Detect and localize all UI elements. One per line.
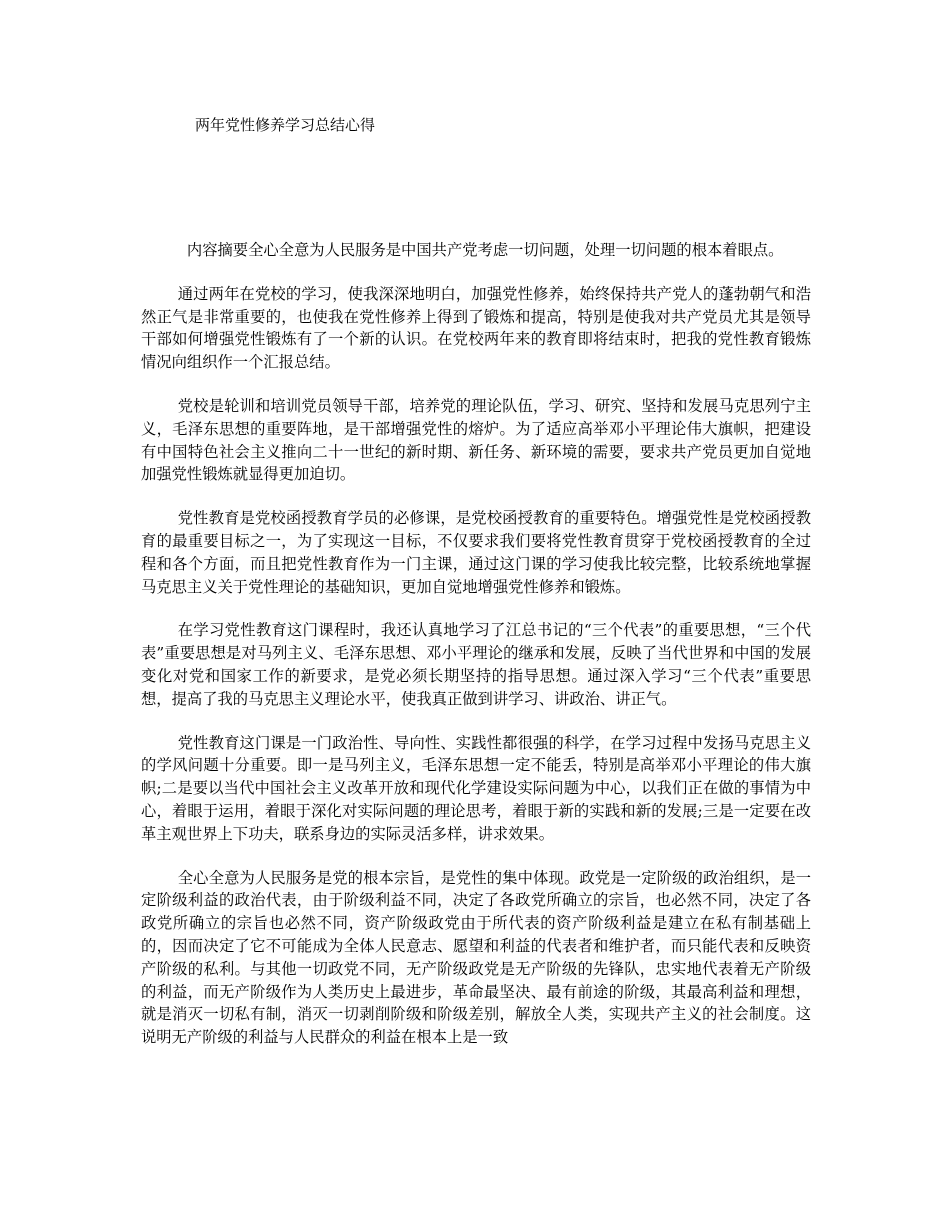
body-paragraph: 通过两年在党校的学习，使我深深地明白，加强党性修养，始终保持共产党人的蓬勃朝气和浩然正气是非常重要的，也使我在党性修养上得到了锻炼和提高，特别是使我对共产党员尤其是领导干部如何增强党性锻炼有了一个新的认识。在党校两年来的教育即将结束时，把我的党性教育锻炼情况向组织作一个汇报总结。 bbox=[141, 284, 811, 372]
body-paragraph: 在学习党性教育这门课程时，我还认真地学习了江总书记的“三个代表”的重要思想，“三个代表”重要思想是对马列主义、毛泽东思想、邓小平理论的继承和发展，反映了当代世界和中国的发展变化对党和国家工作的新要求，是党必须长期坚持的指导思想。通过深入学习“三个代表”重要思想，提高了我的马克思主义理论水平，使我真正做到讲学习、讲政治、讲正气。 bbox=[141, 621, 811, 708]
abstract-paragraph: 内容摘要全心全意为人民服务是中国共产党考虑一切问题，处理一切问题的根本着眼点。 bbox=[186, 241, 784, 259]
document-body bbox=[141, 239, 811, 1070]
body-paragraph: 党性教育是党校函授教育学员的必修课，是党校函授教育的重要特色。增强党性是党校函授教育的最重要目标之一，为了实现这一目标，不仅要求我们要将党性教育贯穿于党校函授教育的全过程和各个方面，而且把党性教育作为一门主课，通过这门课的学习使我比较完整，比较系统地掌握马克思主义关于党性理论的基础知识，更加自觉地增强党性修养和锻炼。 bbox=[141, 509, 811, 596]
document-title: 两年党性修养学习总结心得 bbox=[195, 116, 376, 134]
body-paragraph: 党校是轮训和培训党员领导干部，培养党的理论队伍，学习、研究、坚持和发展马克思列宁主义，毛泽东思想的重要阵地，是干部增强党性的熔炉。为了适应高举邓小平理论伟大旗帜，把建设有中国特色社会主义推向二十一世纪的新时期、新任务、新环境的需要，要求共产党员更加自觉地加强党性锻炼就显得更加迫切。 bbox=[141, 396, 811, 484]
body-paragraph: 全心全意为人民服务是党的根本宗旨，是党性的集中体现。政党是一定阶级的政治组织，是一定阶级利益的政治代表，由于阶级利益不同，决定了各政党所确立的宗旨，也必然不同，决定了各政党所确立的宗旨也必然不同，资产阶级政党由于所代表的资产阶级利益是建立在私有制基础上的，因而决定了它不可能成为全体人民意志、愿望和利益的代表者和维护者，而只能代表和反映资产阶级的私利。与其他一切政党不同，无产阶级政党是无产阶级的先锋队，忠实地代表着无产阶级的利益，而无产阶级作为人类历史上最进步，革命最坚决、最有前途的阶级，其最高利益和理想，就是消灭一切私有制，消灭一切剥削阶级和阶级差别，解放全人类，实现共产主义的社会制度。这说明无产阶级的利益与人民群众的利益在根本上是一致 bbox=[141, 868, 811, 1047]
body-paragraph: 党性教育这门课是一门政治性、导向性、实践性都很强的科学，在学习过程中发扬马克思主义的学风问题十分重要。即一是马列主义，毛泽东思想一定不能丢，特别是高举邓小平理论的伟大旗帜;二是要以当代中国社会主义改革开放和现代化学建设实际问题为中心，以我们正在做的事情为中心，着眼于运用，着眼于深化对实际问题的理论思考，着眼于新的实践和新的发展;三是一定要在改革主观世界上下功夫，联系身边的实际灵活多样，讲求效果。 bbox=[141, 733, 811, 843]
